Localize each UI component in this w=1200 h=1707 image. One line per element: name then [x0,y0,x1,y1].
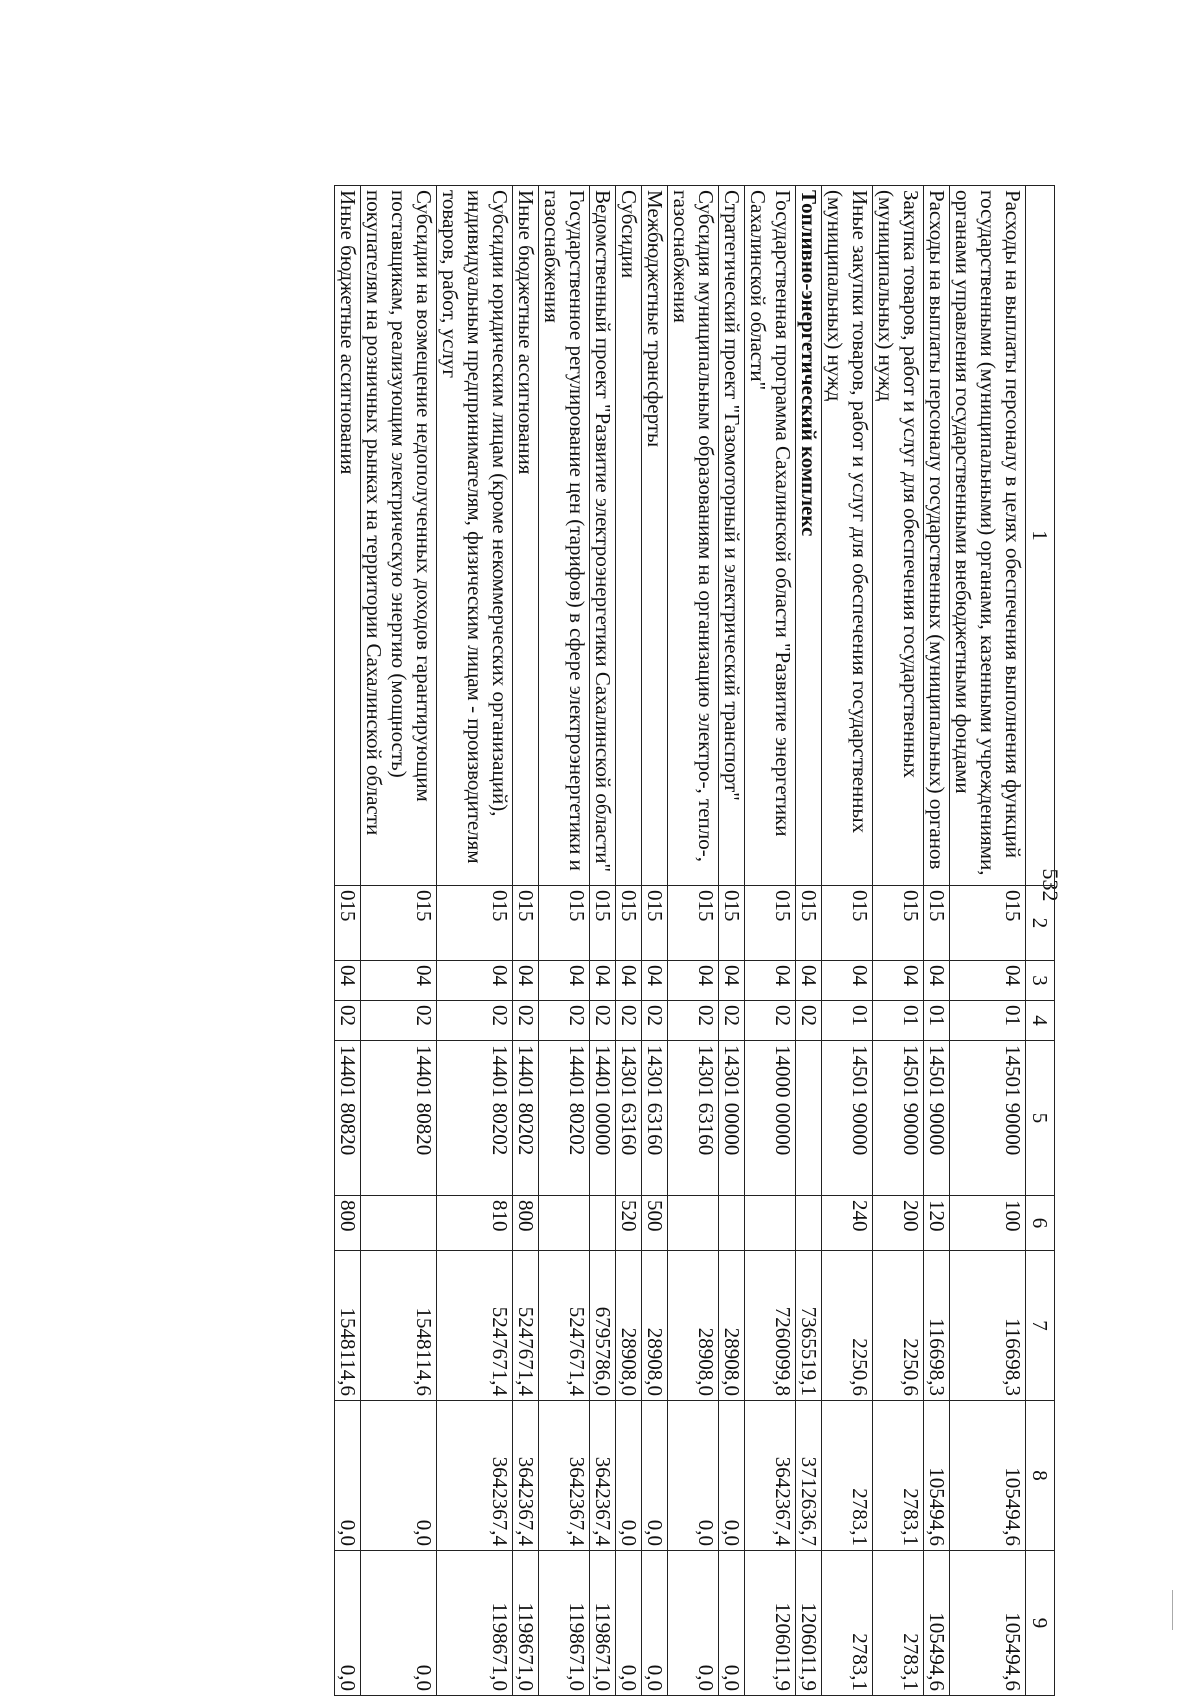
row-name-cell: Расходы на выплаты персоналу в целях обеспечения выполнения функций государственными (муниципальными) органами, казенными учреждениями, органами управления государственными внебюджетными фондами [950,186,1026,886]
expense-type-cell [719,1196,745,1251]
header-cell: 8 [1026,1401,1055,1551]
expense-type-cell: 500 [642,1196,668,1251]
amount-cell: 28908,0 [642,1251,668,1401]
amount-cell: 3712636,7 [796,1401,822,1551]
subsection-cell: 02 [642,1001,668,1041]
expense-type-cell: 200 [873,1196,924,1251]
amount-cell: 0,0 [642,1551,668,1696]
expense-type-cell: 120 [924,1196,950,1251]
code-cell: 015 [335,886,361,961]
table-row [796,186,822,1696]
header-cell: 9 [1026,1551,1055,1696]
row-name-cell: Государственное регулирование цен (тарифов) в сфере электроэнергетики и газоснабжения [539,186,590,886]
section-cell: 04 [950,961,1026,1001]
subsection-cell: 01 [873,1001,924,1041]
section-cell: 04 [924,961,950,1001]
header-cell: 6 [1026,1196,1055,1251]
scan-artifact [1172,1590,1173,1630]
amount-cell: 0,0 [361,1401,437,1551]
row-name-cell: Иные бюджетные ассигнования [513,186,539,886]
amount-cell: 0,0 [335,1401,361,1551]
page-number: 532 [1038,868,1063,902]
row-name-cell: Субсидии [616,186,642,886]
table-row [873,186,924,1696]
code-cell: 015 [513,886,539,961]
expense-type-cell: 810 [437,1196,513,1251]
amount-cell: 1198671,0 [539,1551,590,1696]
header-cell: 2 [1026,886,1055,961]
amount-cell: 3642367,4 [513,1401,539,1551]
amount-cell: 7260099,8 [745,1251,796,1401]
subsection-cell: 02 [616,1001,642,1041]
row-name-cell: Ведомственный проект "Развитие электроэнергетики Сахалинской области" [590,186,616,886]
amount-cell: 0,0 [361,1551,437,1696]
amount-cell: 105494,6 [950,1401,1026,1551]
target-article-cell: 14501 90000 [950,1041,1026,1196]
table-header-row [1026,186,1055,1696]
target-article-cell: 14401 80202 [513,1041,539,1196]
target-article-cell: 14401 80202 [539,1041,590,1196]
code-cell: 015 [437,886,513,961]
section-cell: 04 [539,961,590,1001]
code-cell: 015 [745,886,796,961]
amount-cell: 0,0 [719,1401,745,1551]
subsection-cell: 01 [822,1001,873,1041]
table-row [668,186,719,1696]
header-cell: 4 [1026,1001,1055,1041]
subsection-cell: 02 [539,1001,590,1041]
section-cell: 04 [668,961,719,1001]
expense-type-cell [539,1196,590,1251]
expense-type-cell [745,1196,796,1251]
section-cell: 04 [513,961,539,1001]
row-name-cell: Субсидия муниципальным образованиям на организацию электро-, тепло-, газоснабжения [668,186,719,886]
amount-cell: 116698,3 [950,1251,1026,1401]
table-row [719,186,745,1696]
target-article-cell: 14401 00000 [590,1041,616,1196]
header-cell: 3 [1026,961,1055,1001]
subsection-cell: 01 [924,1001,950,1041]
amount-cell: 5247671,4 [513,1251,539,1401]
expense-type-cell: 800 [335,1196,361,1251]
subsection-cell: 02 [361,1001,437,1041]
subsection-cell: 02 [437,1001,513,1041]
expense-type-cell [668,1196,719,1251]
section-cell: 04 [616,961,642,1001]
code-cell: 015 [539,886,590,961]
amount-cell: 7365519,1 [796,1251,822,1401]
table-row [822,186,873,1696]
target-article-cell: 14000 00000 [745,1041,796,1196]
target-article-cell [796,1041,822,1196]
section-cell: 04 [361,961,437,1001]
code-cell: 015 [590,886,616,961]
amount-cell: 1198671,0 [590,1551,616,1696]
table-row [924,186,950,1696]
table-row [590,186,616,1696]
amount-cell: 28908,0 [719,1251,745,1401]
amount-cell: 28908,0 [616,1251,642,1401]
amount-cell: 0,0 [668,1551,719,1696]
subsection-cell: 01 [950,1001,1026,1041]
subsection-cell: 02 [590,1001,616,1041]
row-name-cell: Субсидии юридическим лицам (кроме некоммерческих организаций), индивидуальным предпринимателям, физическим лицам - производителям товаров, работ, услуг [437,186,513,886]
section-cell: 04 [719,961,745,1001]
amount-cell: 2783,1 [873,1551,924,1696]
expense-type-cell [590,1196,616,1251]
table-row [642,186,668,1696]
expense-type-cell: 520 [616,1196,642,1251]
subsection-cell: 02 [745,1001,796,1041]
code-cell: 015 [361,886,437,961]
expense-type-cell: 800 [513,1196,539,1251]
amount-cell: 0,0 [719,1551,745,1696]
row-name-cell: Стратегический проект "Газомоторный и электрический транспорт" [719,186,745,886]
amount-cell: 0,0 [642,1401,668,1551]
amount-cell: 116698,3 [924,1251,950,1401]
table-row [539,186,590,1696]
amount-cell: 1548114,6 [335,1251,361,1401]
amount-cell: 1198671,0 [513,1551,539,1696]
amount-cell: 1206011,9 [796,1551,822,1696]
target-article-cell: 14301 63160 [642,1041,668,1196]
table-row [745,186,796,1696]
amount-cell: 1206011,9 [745,1551,796,1696]
code-cell: 015 [924,886,950,961]
code-cell: 015 [796,886,822,961]
amount-cell: 3642367,4 [437,1401,513,1551]
code-cell: 015 [668,886,719,961]
amount-cell: 1198671,0 [437,1551,513,1696]
row-name-cell: Субсидии на возмещение недополученных доходов гарантирующим поставщикам, реализующим электрическую энергию (мощность) покупателям на розничных рынках на территории Сахалинской области [361,186,437,886]
row-name-cell: Государственная программа Сахалинской области "Развитие энергетики Сахалинской области" [745,186,796,886]
subsection-cell: 02 [719,1001,745,1041]
target-article-cell: 14301 63160 [668,1041,719,1196]
table-row [513,186,539,1696]
budget-table [334,185,1055,1696]
code-cell: 015 [642,886,668,961]
code-cell: 015 [950,886,1026,961]
target-article-cell: 14501 90000 [822,1041,873,1196]
code-cell: 015 [873,886,924,961]
amount-cell: 3642367,4 [590,1401,616,1551]
amount-cell: 105494,6 [924,1401,950,1551]
section-cell: 04 [642,961,668,1001]
amount-cell: 2783,1 [873,1401,924,1551]
amount-cell: 0,0 [616,1401,642,1551]
row-name-cell: Иные закупки товаров, работ и услуг для обеспечения государственных (муниципальных) нужд [822,186,873,886]
expense-type-cell: 240 [822,1196,873,1251]
amount-cell: 3642367,4 [539,1401,590,1551]
amount-cell: 3642367,4 [745,1401,796,1551]
row-name-cell: Расходы на выплаты персоналу государственных (муниципальных) органов [924,186,950,886]
table-row [335,186,361,1696]
code-cell: 015 [616,886,642,961]
target-article-cell: 14301 63160 [616,1041,642,1196]
table-row [616,186,642,1696]
target-article-cell: 14501 90000 [873,1041,924,1196]
table-row [950,186,1026,1696]
code-cell: 015 [822,886,873,961]
amount-cell: 28908,0 [668,1251,719,1401]
amount-cell: 0,0 [335,1551,361,1696]
amount-cell: 1548114,6 [361,1251,437,1401]
row-name-cell: Иные бюджетные ассигнования [335,186,361,886]
table-row [437,186,513,1696]
subsection-cell: 02 [513,1001,539,1041]
amount-cell: 2783,1 [822,1551,873,1696]
target-article-cell: 14301 00000 [719,1041,745,1196]
target-article-cell: 14401 80202 [437,1041,513,1196]
amount-cell: 2250,6 [822,1251,873,1401]
row-name-cell: Топливно-энергетический комплекс [796,186,822,886]
section-cell: 04 [590,961,616,1001]
amount-cell: 2783,1 [822,1401,873,1551]
expense-type-cell [361,1196,437,1251]
section-cell: 04 [437,961,513,1001]
section-cell: 04 [873,961,924,1001]
amount-cell: 105494,6 [950,1551,1026,1696]
expense-type-cell: 100 [950,1196,1026,1251]
subsection-cell: 02 [335,1001,361,1041]
amount-cell: 105494,6 [924,1551,950,1696]
amount-cell: 0,0 [668,1401,719,1551]
row-name-cell: Закупка товаров, работ и услуг для обеспечения государственных (муниципальных) нужд [873,186,924,886]
row-name-cell: Межбюджетные трансферты [642,186,668,886]
section-cell: 04 [745,961,796,1001]
section-cell: 04 [335,961,361,1001]
expense-type-cell [796,1196,822,1251]
amount-cell: 2250,6 [873,1251,924,1401]
target-article-cell: 14401 80820 [335,1041,361,1196]
amount-cell: 5247671,4 [437,1251,513,1401]
rotated-page [55,185,1055,1695]
header-cell: 1 [1026,186,1055,886]
amount-cell: 0,0 [616,1551,642,1696]
code-cell: 015 [719,886,745,961]
amount-cell: 6795786,0 [590,1251,616,1401]
subsection-cell: 02 [796,1001,822,1041]
amount-cell: 5247671,4 [539,1251,590,1401]
target-article-cell: 14401 80820 [361,1041,437,1196]
section-cell: 04 [796,961,822,1001]
subsection-cell: 02 [668,1001,719,1041]
header-cell: 5 [1026,1041,1055,1196]
section-cell: 04 [822,961,873,1001]
header-cell: 7 [1026,1251,1055,1401]
table-row [361,186,437,1696]
target-article-cell: 14501 90000 [924,1041,950,1196]
